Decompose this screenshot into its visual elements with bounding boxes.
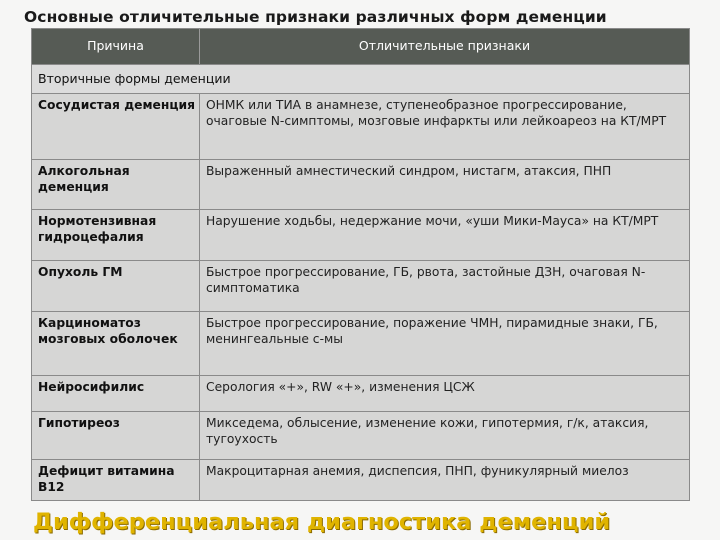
table-row: [32, 460, 689, 500]
table-row: [32, 412, 689, 460]
table-row: [32, 160, 689, 210]
section-row: Вторичные формы деменции: [32, 65, 689, 94]
table-row: [32, 312, 689, 376]
cell-signs: ОНМК или ТИА в анамнезе, ступенеобразное прогрессирование, очаговые N-симптомы, мозговые инфаркты или лейкоареоз на КТ/МРТ: [206, 98, 667, 128]
header-signs: Отличительные признаки: [358, 38, 531, 53]
cell-signs: Серология «+», RW «+», изменения ЦСЖ: [206, 380, 475, 394]
cell-cause: Дефицит витамина B12: [32, 460, 200, 500]
cell-signs: Быстрое прогрессирование, поражение ЧМН, пирамидные знаки, ГБ, менингеальные с-мы: [206, 316, 658, 346]
table-row: [32, 261, 689, 312]
header-cause: Причина: [32, 29, 200, 64]
cell-cause: Алкогольная деменция: [32, 160, 200, 209]
table-row: [32, 210, 689, 261]
cell-signs: Выраженный амнестический синдром, нистагм, атаксия, ПНП: [206, 164, 612, 178]
cell-signs: Макроцитарная анемия, диспепсия, ПНП, фуникулярный миелоз: [206, 464, 629, 478]
signs-table: [31, 28, 690, 501]
cell-cause: Сосудистая деменция: [32, 94, 200, 159]
cell-cause: Нормотензивная гидроцефалия: [32, 210, 200, 260]
cell-cause: Опухоль ГМ: [32, 261, 200, 311]
footer-title: Дифференциальная диагностика деменций: [33, 509, 611, 535]
cell-signs: Микседема, облысение, изменение кожи, гипотермия, г/к, атаксия, тугоухость: [206, 416, 649, 446]
cell-signs: Нарушение ходьбы, недержание мочи, «уши Мики-Мауса» на КТ/МРТ: [206, 214, 659, 228]
cell-cause: Карциноматоз мозговых оболочек: [32, 312, 200, 375]
table-header: [32, 29, 689, 65]
table-row: [32, 94, 689, 160]
slide-title: Основные отличительные признаки различных форм деменции: [24, 8, 607, 26]
cell-cause: Гипотиреоз: [32, 412, 200, 459]
table-row: [32, 376, 689, 412]
cell-signs: Быстрое прогрессирование, ГБ, рвота, застойные ДЗН, очаговая N-симптоматика: [206, 265, 646, 295]
cell-cause: Нейросифилис: [32, 376, 200, 411]
